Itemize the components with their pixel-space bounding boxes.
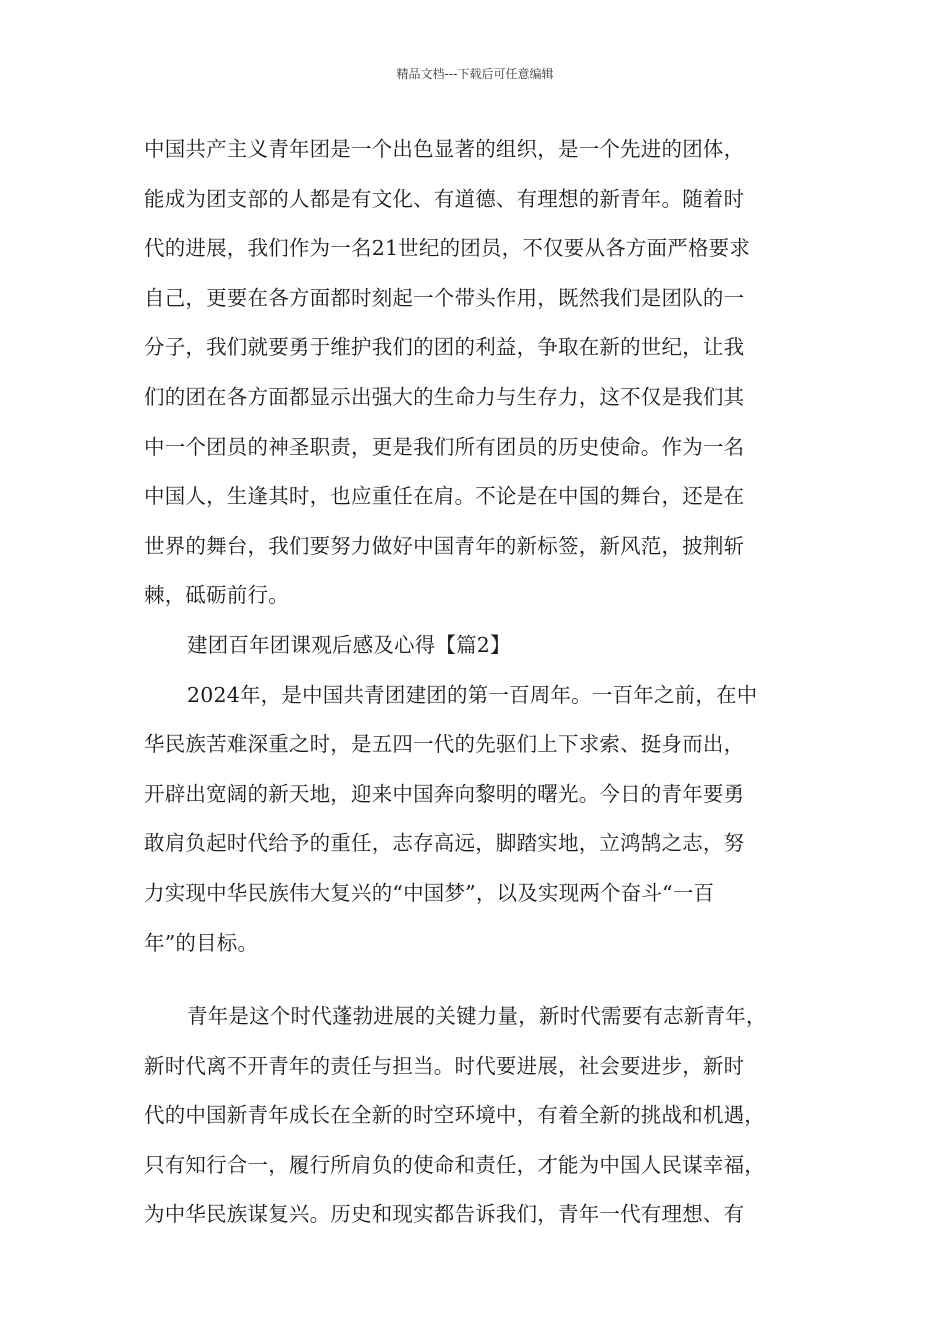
text-line: 华民族苦难深重之时，是五四一代的先驱们上下求索、挺身而出， [144, 732, 745, 757]
text-line: 分子，我们就要勇于维护我们的团的利益，争取在新的世纪，让我 [144, 335, 745, 360]
page-header: 精品文档---下载后可任意编辑 [396, 67, 554, 81]
text-line: 力实现中华民族伟大复兴的“中国梦”，以及实现两个奋斗“一百 [144, 880, 715, 905]
text-line: 中国人，生逢其时，也应重任在肩。不论是在中国的舞台，还是在 [144, 484, 745, 509]
text-line: 能成为团支部的人都是有文化、有道德、有理想的新青年。随着时 [144, 186, 745, 211]
text-line: 敢肩负起时代给予的重任，志存高远，脚踏实地，立鸿鹄之志，努 [144, 831, 745, 856]
section-heading [144, 621, 814, 671]
text-line: 代的进展，我们作为一名21世纪的团员，不仅要从各方面严格要求 [144, 236, 751, 261]
paragraph [144, 671, 814, 969]
text-line: 代的中国新青年成长在全新的时空环境中，有着全新的挑战和机遇， [144, 1103, 765, 1128]
text-line: 中一个团员的神圣职责，更是我们所有团员的历史使命。作为一名 [144, 434, 745, 459]
text-line: 年”的目标。 [144, 930, 259, 955]
text-line: 新时代离不开青年的责任与担当。时代要进展，社会要进步，新时 [144, 1053, 745, 1078]
paragraph [144, 125, 814, 621]
text-line: 青年是这个时代蓬勃进展的关键力量，新时代需要有志新青年， [187, 1004, 767, 1029]
text-line: 为中华民族谋复兴。历史和现实都告诉我们，青年一代有理想、有 [144, 1202, 745, 1227]
text-line: 中国共产主义青年团是一个出色显著的组织，是一个先进的团体， [144, 137, 745, 161]
text-line: 开辟出宽阔的新天地，迎来中国奔向黎明的曙光。今日的青年要勇 [144, 781, 745, 806]
text-line: 建团百年团课观后感及心得【篇2】 [187, 632, 511, 657]
paragraph-gap [144, 968, 814, 992]
text-line: 世界的舞台，我们要努力做好中国青年的新标签，新风范，披荆斩 [144, 533, 745, 558]
text-line: 自己，更要在各方面都时刻起一个带头作用，既然我们是团队的一 [144, 285, 745, 310]
text-line: 们的团在各方面都显示出强大的生命力与生存力，这不仅是我们其 [144, 384, 745, 409]
text-line: 棘，砥砺前行。 [144, 583, 289, 608]
text-line: 2024年，是中国共青团建团的第一百周年。一百年之前，在中 [187, 682, 758, 707]
document-body [144, 125, 814, 1240]
text-line: 只有知行合一，履行所肩负的使命和责任，才能为中国人民谋幸福， [144, 1152, 765, 1177]
paragraph [144, 992, 814, 1240]
